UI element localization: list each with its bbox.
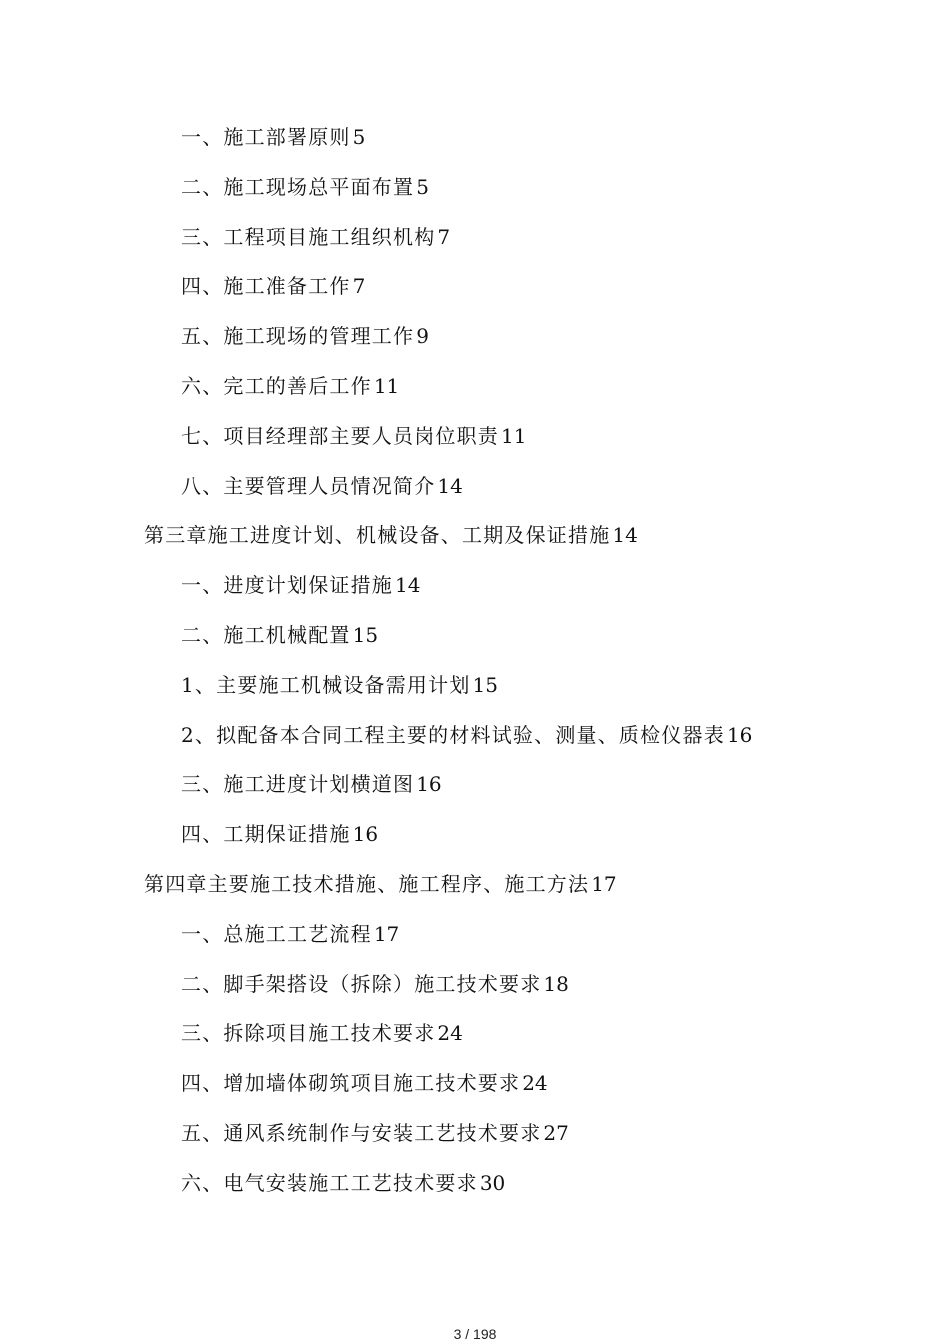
toc-entry-title: 七、项目经理部主要人员岗位职责	[181, 423, 499, 448]
toc-entry-title: 三、工程项目施工组织机构	[181, 224, 436, 249]
toc-entry-page-number: 16	[726, 722, 753, 747]
table-of-contents	[0, 114, 950, 1210]
toc-section-entry[interactable]	[0, 413, 950, 463]
toc-entry-title: 一、施工部署原则	[181, 125, 351, 149]
toc-entry-page-number: 9	[416, 324, 429, 349]
toc-section-entry[interactable]	[0, 363, 950, 413]
toc-entry-title: 八、主要管理人员情况简介	[181, 473, 436, 498]
toc-section-entry[interactable]	[0, 214, 950, 264]
page-number: 3 / 198	[453, 1326, 497, 1342]
toc-entry-title: 四、施工准备工作	[181, 274, 351, 299]
toc-section-entry[interactable]	[0, 811, 950, 861]
toc-entry-page-number: 16	[352, 822, 379, 847]
toc-section-entry[interactable]	[0, 1010, 950, 1060]
toc-entry-page-number: 30	[479, 1170, 506, 1195]
toc-section-entry[interactable]	[0, 761, 950, 811]
toc-entry-title: 二、施工机械配置	[181, 622, 351, 647]
toc-entry-page-number: 7	[352, 274, 366, 299]
toc-entry-page-number: 18	[543, 971, 569, 996]
toc-entry-title: 第四章主要施工技术措施、施工程序、施工方法	[144, 871, 590, 896]
toc-entry-title: 五、通风系统制作与安装工艺技术要求	[181, 1120, 542, 1145]
toc-entry-page-number: 27	[543, 1120, 569, 1145]
toc-section-entry[interactable]	[0, 612, 950, 662]
toc-section-entry[interactable]	[0, 712, 950, 762]
toc-entry-page-number: 14	[437, 473, 463, 498]
toc-section-entry[interactable]	[0, 911, 950, 961]
toc-entry-page-number: 24	[437, 1021, 463, 1046]
toc-entry-title: 1、主要施工机械设备需用计划	[181, 672, 471, 697]
toc-entry-title: 五、施工现场的管理工作	[181, 324, 415, 349]
toc-entry-page-number: 24	[522, 1071, 548, 1096]
toc-entry-title: 第三章施工进度计划、机械设备、工期及保证措施	[144, 523, 611, 548]
toc-section-entry[interactable]	[0, 463, 950, 513]
toc-entry-page-number: 14	[395, 573, 421, 598]
toc-entry-page-number: 5	[416, 174, 429, 199]
toc-section-entry[interactable]	[0, 1160, 950, 1210]
toc-entry-page-number: 14	[612, 523, 638, 548]
toc-entry-title: 四、工期保证措施	[181, 822, 351, 847]
toc-entry-title: 四、增加墙体砌筑项目施工技术要求	[181, 1071, 521, 1096]
toc-section-entry[interactable]	[0, 263, 950, 313]
toc-entry-page-number: 15	[472, 672, 498, 697]
toc-section-entry[interactable]	[0, 961, 950, 1011]
toc-entry-title: 一、进度计划保证措施	[181, 573, 393, 598]
toc-entry-title: 2、拟配备本合同工程主要的材料试验、测量、质检仪器表	[181, 722, 725, 747]
toc-entry-page-number: 11	[501, 423, 527, 448]
toc-section-entry[interactable]	[0, 662, 950, 712]
toc-entry-page-number: 17	[591, 871, 617, 896]
toc-entry-title: 二、脚手架搭设（拆除）施工技术要求	[181, 971, 542, 996]
toc-entry-title: 三、拆除项目施工技术要求	[181, 1021, 436, 1046]
toc-entry-page-number: 7	[437, 224, 451, 249]
toc-entry-title: 三、施工进度计划横道图	[181, 772, 415, 797]
toc-section-entry[interactable]	[0, 562, 950, 612]
toc-chapter-entry[interactable]	[0, 512, 950, 562]
toc-entry-title: 六、完工的善后工作	[181, 373, 372, 398]
toc-entry-title: 六、电气安装施工工艺技术要求	[181, 1170, 478, 1195]
toc-entry-page-number: 15	[352, 622, 379, 647]
toc-entry-page-number: 16	[416, 772, 442, 797]
toc-section-entry[interactable]	[0, 164, 950, 214]
toc-entry-page-number: 17	[373, 921, 400, 946]
toc-entry-title: 一、总施工工艺流程	[181, 921, 372, 946]
toc-section-entry[interactable]	[0, 1060, 950, 1110]
toc-section-entry[interactable]	[0, 1110, 950, 1160]
toc-section-entry[interactable]	[0, 114, 950, 164]
toc-entry-page-number: 11	[373, 373, 400, 398]
toc-section-entry[interactable]	[0, 313, 950, 363]
toc-chapter-entry[interactable]	[0, 861, 950, 911]
toc-entry-page-number: 5	[352, 125, 366, 149]
toc-entry-title: 二、施工现场总平面布置	[181, 174, 415, 199]
